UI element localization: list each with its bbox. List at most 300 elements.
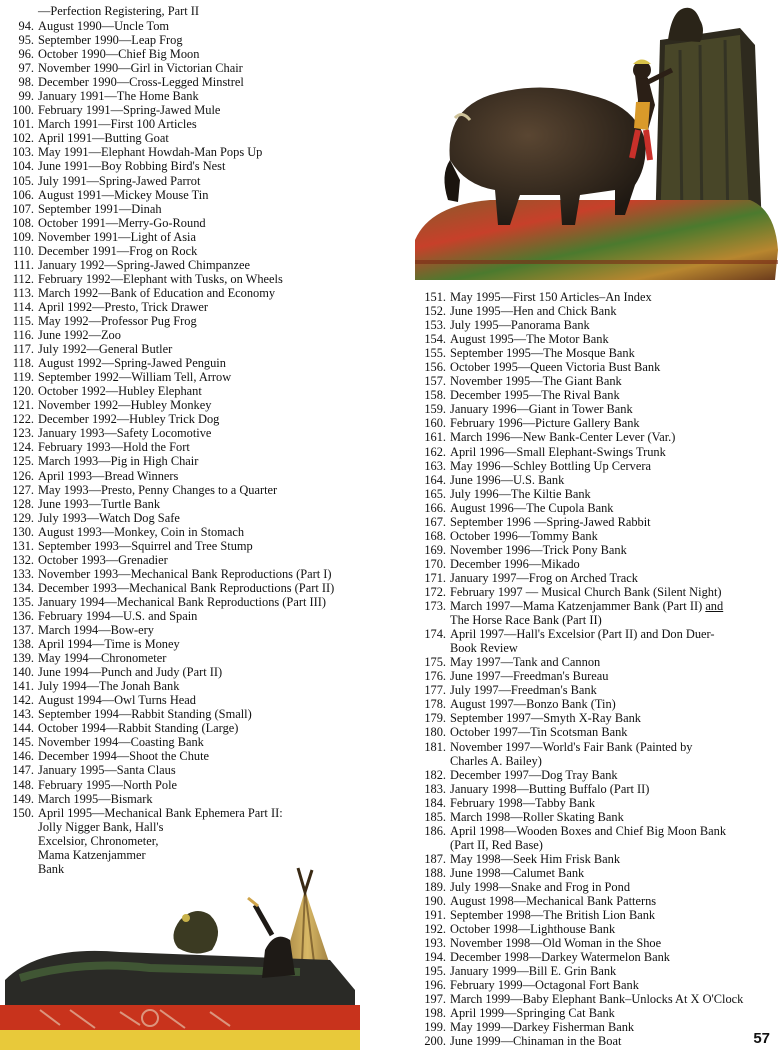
- list-item: [8, 511, 408, 525]
- entry-number: 95.: [18, 33, 34, 48]
- entry-text: [38, 469, 178, 483]
- entry-number: 184.: [424, 795, 446, 810]
- list-item: [418, 501, 778, 515]
- list-item: [8, 286, 408, 300]
- entry-number: 139.: [12, 651, 34, 666]
- entry-text: [38, 230, 196, 244]
- list-item: [418, 599, 778, 627]
- entry-text: [450, 992, 743, 1006]
- list-item: [418, 304, 778, 318]
- entry-number: 164.: [424, 472, 446, 487]
- entry-text: [450, 1034, 621, 1048]
- entry-text: [38, 47, 199, 61]
- entry-number: 148.: [12, 777, 34, 792]
- entry-number: 128.: [12, 496, 34, 511]
- list-item: [8, 553, 408, 567]
- entry-line: Bank: [38, 861, 65, 876]
- entry-number: 96.: [18, 47, 34, 62]
- entry-line: May 1995—First 150 Articles–An Index: [450, 290, 652, 304]
- entry-number: 150.: [12, 805, 34, 820]
- entry-line: February 1999—Octagonal Fort Bank: [450, 978, 639, 993]
- entry-text: [450, 346, 635, 360]
- entry-text: [450, 964, 616, 978]
- entry-number: 113.: [12, 285, 34, 300]
- entry-number: 133.: [12, 566, 34, 581]
- list-item: [8, 595, 408, 609]
- entry-text: [450, 374, 622, 388]
- entry-number: 153.: [424, 318, 446, 333]
- list-item: [8, 75, 408, 89]
- entry-number: 167.: [424, 514, 446, 529]
- entry-line: October 1992—Hubley Elephant: [38, 384, 202, 399]
- entry-text: [38, 131, 169, 145]
- entry-text: [450, 388, 620, 402]
- entry-number: 100.: [12, 103, 34, 118]
- list-item: [418, 1034, 778, 1048]
- entry-line: March 1993—Pig in High Chair: [38, 454, 199, 469]
- entry-text: [38, 735, 204, 749]
- entry-number: 147.: [12, 763, 34, 778]
- entry-text: [38, 216, 206, 230]
- entry-line: May 1992—Professor Pug Frog: [38, 313, 197, 328]
- entry-line: August 1994—Owl Turns Head: [38, 693, 196, 708]
- entry-text: [450, 416, 640, 430]
- entry-text: [38, 525, 244, 539]
- entry-text: [450, 599, 723, 627]
- entry-text: [450, 318, 590, 332]
- list-item: [418, 782, 778, 796]
- entry-line: June 1996—U.S. Bank: [450, 472, 565, 487]
- list-item: [418, 697, 778, 711]
- entry-line: January 1997—Frog on Arched Track: [450, 570, 638, 585]
- entry-line: December 1990—Cross-Legged Minstrel: [38, 75, 244, 90]
- entry-text: [38, 539, 253, 553]
- entry-line: Mama Katzenjammer: [38, 847, 146, 862]
- list-item: [8, 483, 408, 497]
- entry-number: 123.: [12, 426, 34, 441]
- entry-number: 127.: [12, 482, 34, 497]
- list-item: [8, 342, 408, 356]
- entry-line: June 1998—Calumet Bank: [450, 865, 585, 880]
- entry-number: 104.: [12, 159, 34, 174]
- entry-number: 103.: [12, 145, 34, 160]
- list-item: [8, 188, 408, 202]
- list-item: [8, 398, 408, 412]
- list-item: [8, 159, 408, 173]
- entry-number: 130.: [12, 524, 34, 539]
- list-item: [8, 131, 408, 145]
- list-item: [8, 356, 408, 370]
- list-item: [418, 318, 778, 332]
- list-item: [418, 768, 778, 782]
- entry-line: July 1994—The Jonah Bank: [38, 679, 180, 694]
- entry-number: 183.: [424, 781, 446, 796]
- entry-text: [450, 936, 661, 950]
- entry-line: October 1996—Tommy Bank: [450, 528, 598, 543]
- entry-line: April 1991—Butting Goat: [38, 131, 169, 146]
- entry-number: 145.: [12, 735, 34, 750]
- entry-text: [38, 19, 169, 33]
- entry-line: December 1995—The Rival Bank: [450, 388, 620, 403]
- entry-line: February 1994—U.S. and Spain: [38, 608, 198, 623]
- entry-line: December 1992—Hubley Trick Dog: [38, 412, 220, 427]
- list-item: [8, 216, 408, 230]
- entry-number: 158.: [424, 388, 446, 403]
- entry-number: 111.: [13, 257, 34, 272]
- entry-line: January 1991—The Home Bank: [38, 89, 199, 104]
- list-item: [8, 272, 408, 286]
- entry-number: 188.: [424, 865, 446, 880]
- entry-text: [450, 922, 615, 936]
- list-item: [8, 314, 408, 328]
- entry-text: [38, 665, 222, 679]
- entry-number: 160.: [424, 416, 446, 431]
- list-item: [8, 33, 408, 47]
- entry-number: 197.: [424, 992, 446, 1007]
- entry-line: May 1994—Chronometer: [38, 651, 167, 666]
- entry-text: [450, 796, 595, 810]
- entry-line: May 1996—Schley Bottling Up Cervera: [450, 458, 651, 473]
- entry-line: February 1996—Picture Gallery Bank: [450, 416, 640, 431]
- entry-line: March 1999—Baby Elephant Bank–Unlocks At X O'Clock: [450, 992, 744, 1007]
- entry-number: 118.: [12, 356, 34, 371]
- entry-line: November 1990—Girl in Victorian Chair: [38, 61, 243, 76]
- entry-text: [450, 683, 597, 697]
- entry-line: April 1993—Bread Winners: [38, 468, 179, 483]
- entry-text: [450, 501, 613, 515]
- entry-text: [450, 894, 656, 908]
- list-item: [418, 627, 778, 655]
- entry-line: September 1994—Rabbit Standing (Small): [38, 707, 252, 722]
- entry-line: June 1991—Boy Robbing Bird's Nest: [38, 159, 226, 174]
- entry-number: 151.: [424, 290, 446, 304]
- entry-text: [38, 792, 153, 806]
- entry-text: [38, 145, 262, 159]
- list-item: [418, 922, 778, 936]
- entry-number: 122.: [12, 412, 34, 427]
- entry-text: [38, 511, 180, 525]
- list-item: [418, 669, 778, 683]
- list-item: [8, 581, 408, 595]
- list-item: [418, 894, 778, 908]
- list-item: [418, 360, 778, 374]
- entry-line: August 1991—Mickey Mouse Tin: [38, 187, 209, 202]
- entry-text: [38, 202, 162, 216]
- entry-line: September 1997—Smyth X-Ray Bank: [450, 711, 642, 726]
- entry-line: November 1994—Coasting Bank: [38, 735, 204, 750]
- list-item: [418, 1020, 778, 1034]
- entry-number: 108.: [12, 215, 34, 230]
- entry-number: 170.: [424, 556, 446, 571]
- entry-number: 119.: [12, 370, 34, 385]
- entry-number: 125.: [12, 454, 34, 469]
- list-item: [8, 679, 408, 693]
- list-item: [8, 665, 408, 679]
- list-item: [418, 543, 778, 557]
- entry-line: February 1997 — Musical Church Bank (Silent Night): [450, 584, 722, 599]
- entry-text: [38, 778, 177, 792]
- entry-number: 124.: [12, 440, 34, 455]
- entry-text: [38, 763, 176, 777]
- list-item: [418, 978, 778, 992]
- entry-text: [450, 725, 627, 739]
- entry-text: [450, 304, 617, 318]
- entry-line: Book Review: [450, 641, 518, 656]
- entry-line: Excelsior, Chronometer,: [38, 833, 159, 848]
- entry-line: February 1998—Tabby Bank: [450, 795, 596, 810]
- entry-line: May 1997—Tank and Cannon: [450, 655, 601, 670]
- entry-text: [450, 332, 609, 346]
- entry-number: 181.: [424, 739, 446, 754]
- entry-text: [38, 272, 283, 286]
- list-item: [8, 202, 408, 216]
- list-item: [418, 950, 778, 964]
- entry-text: [450, 824, 726, 852]
- list-item: [8, 637, 408, 651]
- entry-number: 200.: [424, 1034, 446, 1049]
- entry-line: March 1994—Bow-ery: [38, 623, 154, 638]
- entry-text: [450, 487, 591, 501]
- list-item: [8, 145, 408, 159]
- entry-line: May 1993—Presto, Penny Changes to a Quarter: [38, 482, 278, 497]
- entry-line: February 1992—Elephant with Tusks, on Wheels: [38, 271, 283, 286]
- entry-text: [38, 61, 243, 75]
- entry-line: March 1998—Roller Skating Bank: [450, 809, 624, 824]
- entry-text: [38, 328, 121, 342]
- entry-number: 162.: [424, 444, 446, 459]
- list-item: [8, 609, 408, 623]
- article-list-right: [418, 290, 778, 1049]
- entry-text: [450, 852, 620, 866]
- list-item: [418, 725, 778, 739]
- entry-text: [450, 627, 715, 655]
- entry-text: [38, 103, 220, 117]
- entry-line: August 1995—The Motor Bank: [450, 332, 609, 347]
- entry-line: August 1990—Uncle Tom: [38, 19, 170, 33]
- entry-number: 171.: [424, 570, 446, 585]
- list-item: [8, 693, 408, 707]
- list-item: [418, 711, 778, 725]
- list-item: [8, 89, 408, 103]
- butting-buffalo-bank-photo: [410, 0, 780, 284]
- entry-text: [38, 398, 211, 412]
- list-item: [8, 735, 408, 749]
- entry-line: February 1995—North Pole: [38, 777, 178, 792]
- entry-line: March 1992—Bank of Education and Economy: [38, 285, 276, 300]
- entry-number: 117.: [12, 342, 34, 357]
- list-item: [418, 824, 778, 852]
- list-item: [8, 244, 408, 258]
- list-item: [8, 707, 408, 721]
- entry-line: June 1997—Freedman's Bureau: [450, 669, 609, 684]
- list-item: [418, 964, 778, 978]
- entry-number: 190.: [424, 894, 446, 909]
- entry-line: July 1998—Snake and Frog in Pond: [450, 879, 631, 894]
- entry-text: [38, 637, 180, 651]
- list-item: [8, 778, 408, 792]
- entry-text: [450, 543, 627, 557]
- entry-text: [38, 707, 252, 721]
- entry-text: [450, 1020, 634, 1034]
- list-item: [8, 328, 408, 342]
- entry-line: March 1996—New Bank-Center Lever (Var.): [450, 430, 676, 445]
- list-item: [8, 749, 408, 763]
- entry-number: 97.: [18, 61, 34, 76]
- entry-line: December 1991—Frog on Rock: [38, 243, 198, 258]
- entry-line: January 1993—Safety Locomotive: [38, 426, 212, 441]
- entry-number: 177.: [424, 683, 446, 698]
- entry-number: 143.: [12, 707, 34, 722]
- entry-line: November 1998—Old Woman in the Shoe: [450, 936, 662, 951]
- entry-line: July 1993—Watch Dog Safe: [38, 510, 180, 525]
- entry-text: [38, 454, 198, 468]
- entry-line: June 1992—Zoo: [38, 328, 121, 343]
- entry-number: 195.: [424, 964, 446, 979]
- list-item: [418, 374, 778, 388]
- entry-text: [38, 581, 334, 595]
- list-item: [418, 655, 778, 669]
- entry-line: April 1994—Time is Money: [38, 637, 180, 652]
- list-item: [418, 402, 778, 416]
- list-item: [8, 258, 408, 272]
- list-item: [8, 412, 408, 426]
- entry-text: [38, 721, 238, 735]
- entry-number: 174.: [424, 627, 446, 642]
- entry-number: 165.: [424, 486, 446, 501]
- entry-line: October 1994—Rabbit Standing (Large): [38, 721, 239, 736]
- entry-text: [38, 75, 244, 89]
- entry-text: [38, 258, 250, 272]
- entry-line: October 1990—Chief Big Moon: [38, 47, 200, 62]
- entry-line: November 1991—Light of Asia: [38, 229, 196, 244]
- entry-number: 155.: [424, 346, 446, 361]
- list-item: [418, 936, 778, 950]
- entry-text: [38, 314, 197, 328]
- entry-text: [38, 609, 197, 623]
- entry-number: 159.: [424, 402, 446, 417]
- entry-number: 154.: [424, 332, 446, 347]
- list-item: [8, 623, 408, 637]
- entry-text: [38, 244, 197, 258]
- list-item: [418, 459, 778, 473]
- entry-text: [38, 623, 154, 637]
- entry-number: 126.: [12, 468, 34, 483]
- list-item: [418, 908, 778, 922]
- entry-line: February 1991—Spring-Jawed Mule: [38, 103, 221, 118]
- entry-text: [38, 553, 168, 567]
- entry-line: December 1997—Dog Tray Bank: [450, 767, 618, 782]
- entry-line: January 1995—Santa Claus: [38, 763, 176, 778]
- entry-line: July 1992—General Butler: [38, 342, 173, 357]
- entry-text: [38, 33, 183, 47]
- entry-number: 110.: [12, 243, 34, 258]
- entry-text: [450, 866, 584, 880]
- entry-line: July 1995—Panorama Bank: [450, 318, 590, 333]
- list-item: [8, 174, 408, 188]
- entry-line: January 1998—Butting Buffalo (Part II): [450, 781, 650, 796]
- entry-number: 175.: [424, 655, 446, 670]
- entry-text: [38, 567, 332, 581]
- entry-number: 134.: [12, 580, 34, 595]
- entry-number: 199.: [424, 1020, 446, 1035]
- entry-line: October 1997—Tin Scotsman Bank: [450, 725, 628, 740]
- entry-number: 112.: [12, 271, 34, 286]
- list-item: [8, 454, 408, 468]
- entry-text: [450, 585, 722, 599]
- entry-text: [450, 445, 666, 459]
- list-item: [418, 557, 778, 571]
- entry-number: 142.: [12, 693, 34, 708]
- entry-number: 169.: [424, 542, 446, 557]
- list-item: [418, 430, 778, 444]
- entry-text: [38, 174, 200, 188]
- entry-number: 102.: [12, 131, 34, 146]
- list-item: [418, 740, 778, 768]
- entry-number: 173.: [424, 599, 446, 614]
- entry-line: December 1996—Mikado: [450, 556, 580, 571]
- list-item: [418, 515, 778, 529]
- entry-text: [450, 571, 638, 585]
- entry-number: 121.: [12, 398, 34, 413]
- list-item: [8, 497, 408, 511]
- entry-number: 152.: [424, 304, 446, 319]
- list-item: [418, 290, 778, 304]
- list-item: [418, 445, 778, 459]
- entry-number: 157.: [424, 374, 446, 389]
- entry-text: [38, 483, 277, 497]
- entry-number: 166.: [424, 500, 446, 515]
- entry-number: 107.: [12, 201, 34, 216]
- entry-number: 182.: [424, 767, 446, 782]
- entry-line: August 1997—Bonzo Bank (Tin): [450, 697, 616, 712]
- entry-text: [38, 286, 275, 300]
- list-item: [8, 426, 408, 440]
- entry-line: December 1993—Mechanical Bank Reproductions (Part II): [38, 580, 335, 595]
- entry-line: October 1991—Merry-Go-Round: [38, 215, 206, 230]
- entry-line: October 1993—Grenadier: [38, 552, 168, 567]
- entry-line: January 1992—Spring-Jawed Chimpanzee: [38, 257, 250, 272]
- entry-text: [450, 557, 580, 571]
- entry-number: 180.: [424, 725, 446, 740]
- entry-text: [38, 440, 190, 454]
- entry-text: [450, 978, 639, 992]
- list-item: [8, 47, 408, 61]
- list-item: [8, 103, 408, 117]
- entry-line: December 1994—Shoot the Chute: [38, 749, 210, 764]
- list-item: [418, 346, 778, 360]
- entry-number: 101.: [12, 117, 34, 132]
- entry-number: 144.: [12, 721, 34, 736]
- list-item: [8, 370, 408, 384]
- entry-line: [450, 599, 723, 613]
- entry-text: [450, 810, 624, 824]
- entry-number: 105.: [12, 173, 34, 188]
- entry-line: April 1997—Hall's Excelsior (Part II) and Don Duer-: [450, 627, 715, 642]
- article-list-left: [8, 19, 408, 876]
- entry-line: September 1992—William Tell, Arrow: [38, 370, 232, 385]
- entry-number: 109.: [12, 229, 34, 244]
- entry-line: April 1992—Presto, Trick Drawer: [38, 299, 209, 314]
- entry-line: April 1999—Springing Cat Bank: [450, 1006, 615, 1021]
- entry-number: 168.: [424, 528, 446, 543]
- entry-line: April 1995—Mechanical Bank Ephemera Part II:: [38, 805, 283, 820]
- entry-number: 135.: [12, 594, 34, 609]
- entry-line: (Part II, Red Base): [450, 837, 543, 852]
- entry-number: 115.: [12, 313, 34, 328]
- list-item: [8, 61, 408, 75]
- list-item: [8, 651, 408, 665]
- list-item: [418, 683, 778, 697]
